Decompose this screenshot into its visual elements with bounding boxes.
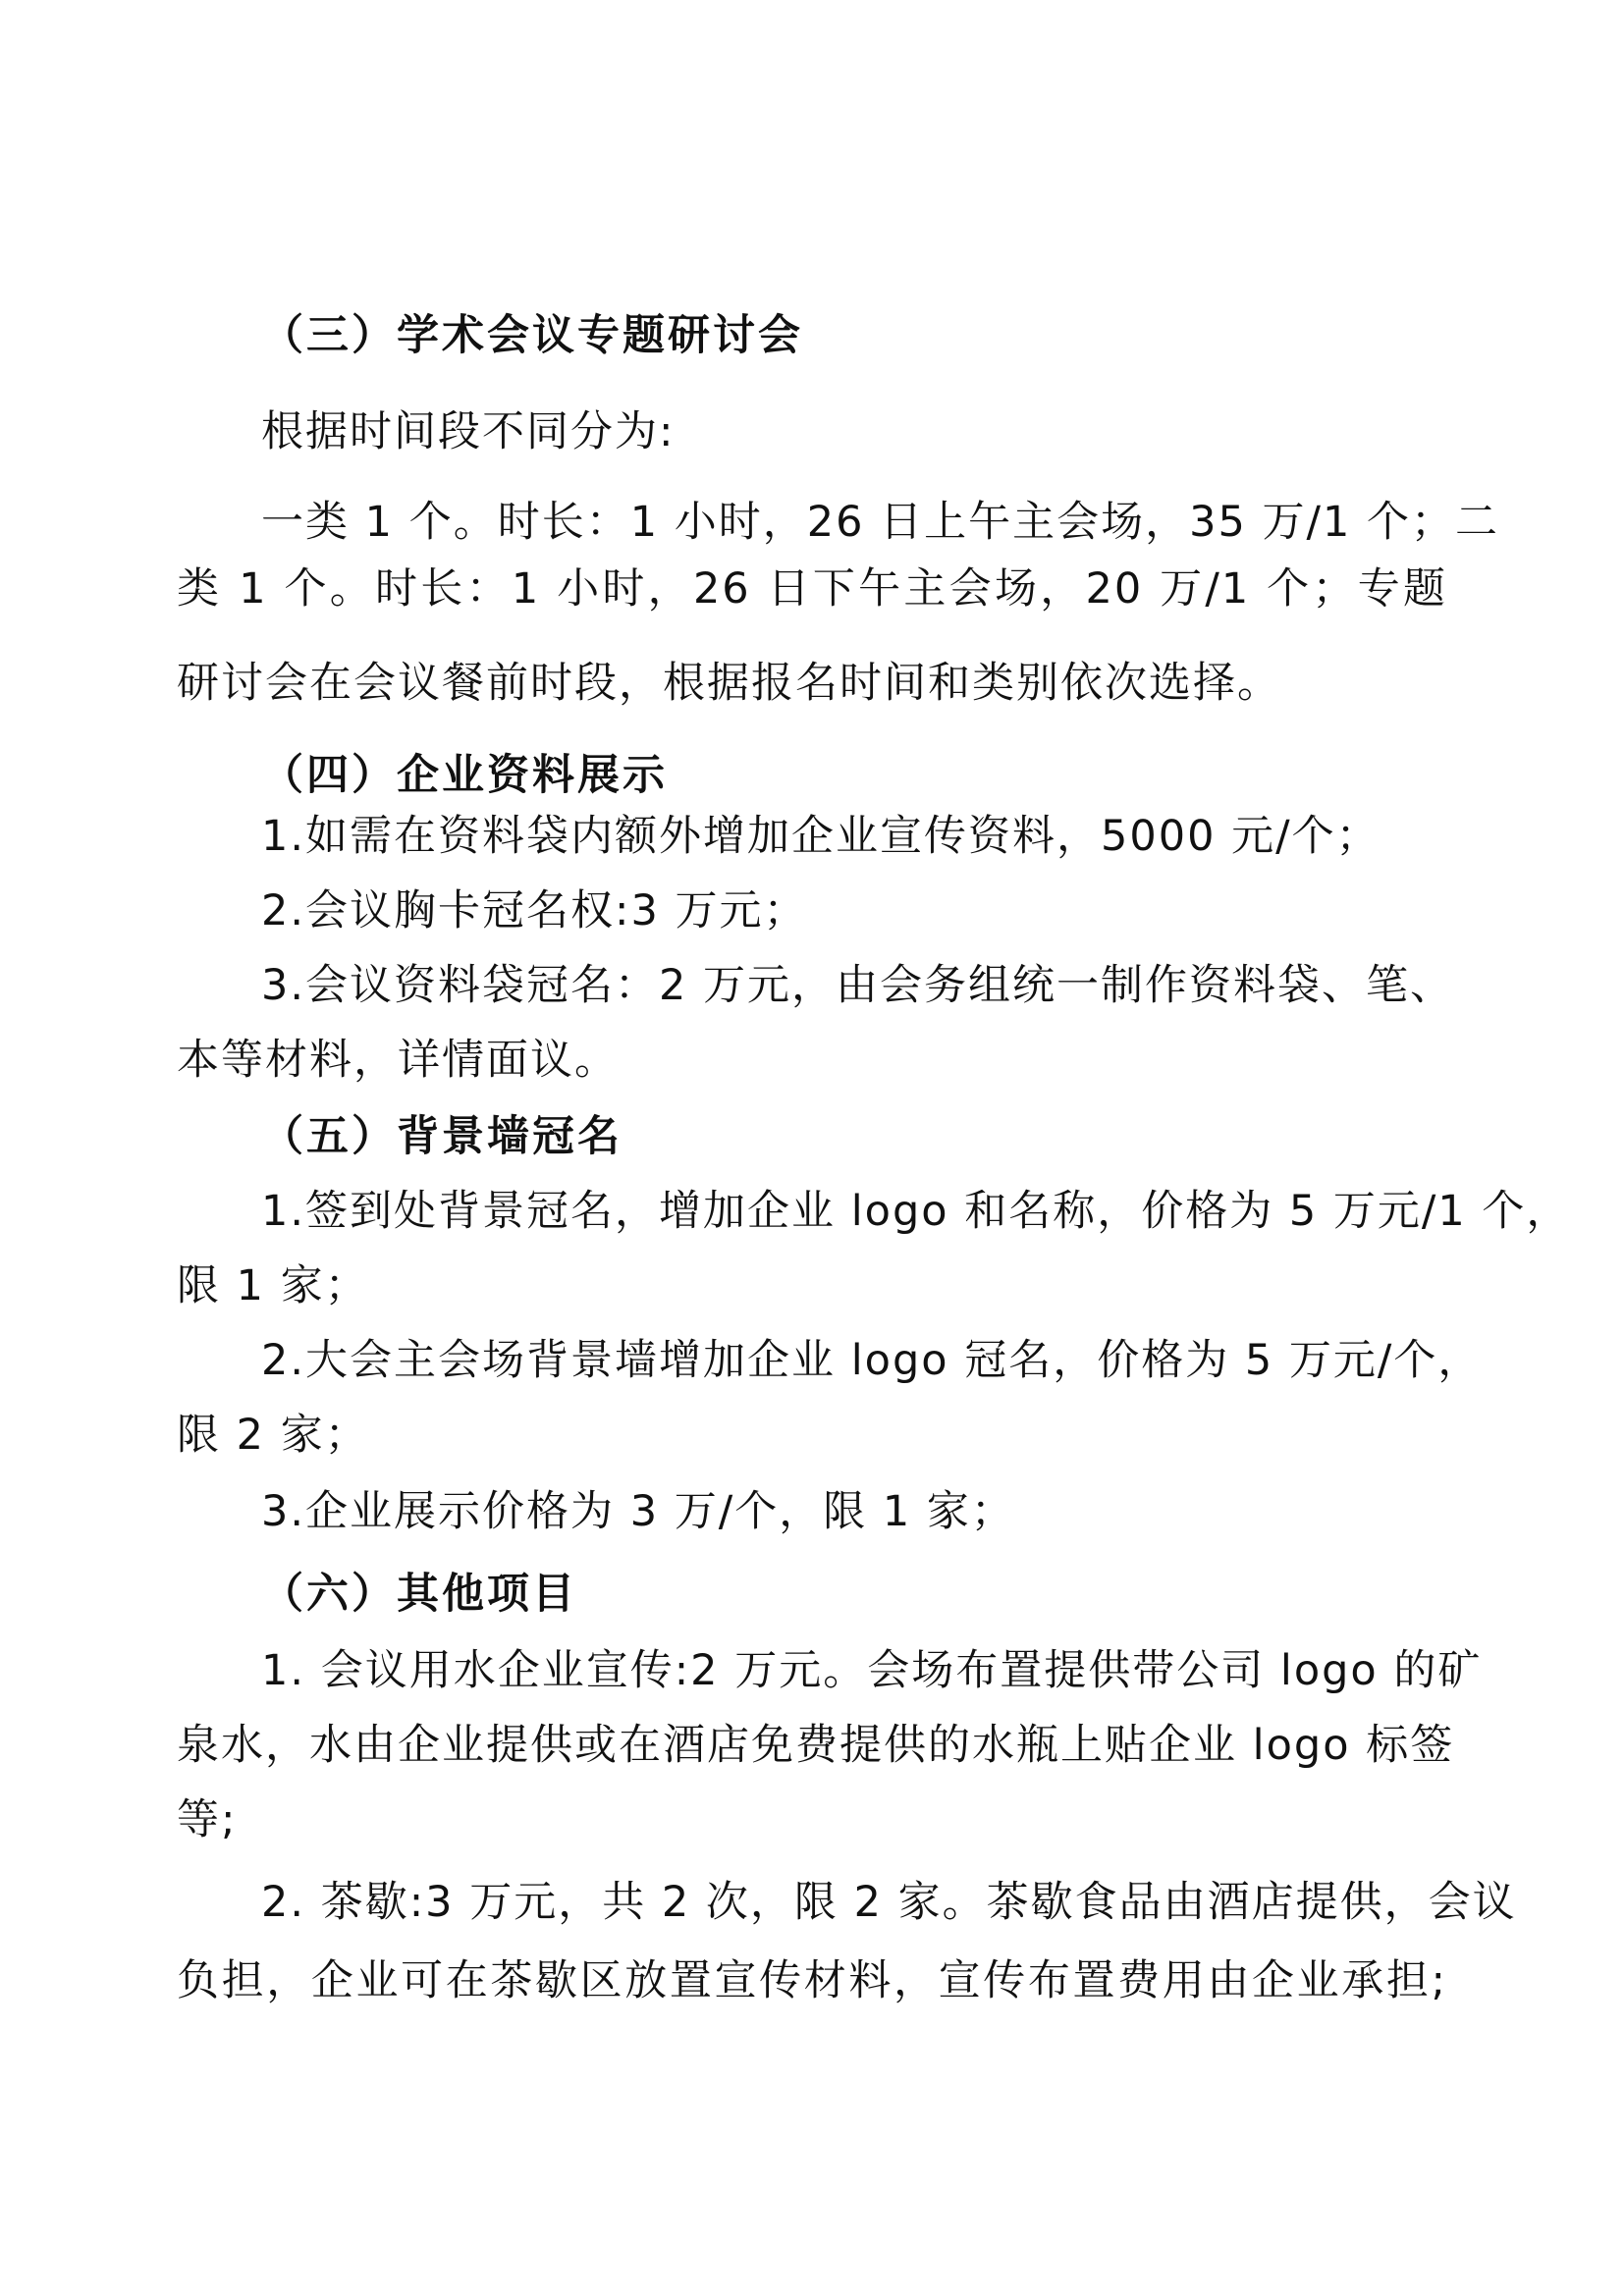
section-5-heading: （五）背景墙冠名 (261, 1112, 623, 1161)
section-5-line-3: 2.大会主会场背景墙增加企业 logo 冠名，价格为 5 万元/个， (261, 1336, 1483, 1385)
section-5-line-1: 1.签到处背景冠名，增加企业 logo 和名称，价格为 5 万元/1 个， (261, 1187, 1571, 1236)
section-6-line-5: 负担，企业可在茶歇区放置宣传材料，宣传布置费用由企业承担; (177, 1956, 1447, 2005)
section-4-line-2: 2.会议胸卡冠名权:3 万元； (261, 886, 808, 935)
section-6-line-2: 泉水，水由企业提供或在酒店免费提供的水瓶上贴企业 logo 标签 (177, 1721, 1455, 1770)
section-6-line-3: 等; (177, 1795, 238, 1844)
section-4-line-1: 1.如需在资料袋内额外增加企业宣传资料，5000 元/个； (261, 812, 1380, 861)
section-6-line-1: 1. 会议用水企业宣传:2 万元。会场布置提供带公司 logo 的矿 (261, 1646, 1483, 1695)
section-5-line-2: 限 1 家； (177, 1261, 369, 1310)
section-6-heading: （六）其他项目 (261, 1570, 577, 1619)
section-3-heading: （三）学术会议专题研讨会 (261, 311, 803, 360)
section-5-line-4: 限 2 家； (177, 1411, 369, 1460)
section-4-heading: （四）企业资料展示 (261, 751, 668, 800)
section-6-line-4: 2. 茶歇:3 万元，共 2 次，限 2 家。茶歇食品由酒店提供，会议 (261, 1878, 1517, 1927)
section-3-line-1: 一类 1 个。时长：1 小时，26 日上午主会场，35 万/1 个；二 (261, 498, 1500, 547)
section-3-line-2: 类 1 个。时长：1 小时，26 日下午主会场，20 万/1 个；专题 (177, 564, 1447, 614)
section-5-line-5: 3.企业展示价格为 3 万/个，限 1 家； (261, 1487, 1015, 1536)
section-4-line-3: 3.会议资料袋冠名：2 万元，由会务组统一制作资料袋、笔、 (261, 961, 1455, 1010)
section-4-line-4: 本等材料，详情面议。 (177, 1036, 619, 1085)
section-3-intro: 根据时间段不同分为: (261, 407, 676, 456)
section-3-line-3: 研讨会在会议餐前时段，根据报名时间和类别依次选择。 (177, 659, 1281, 708)
